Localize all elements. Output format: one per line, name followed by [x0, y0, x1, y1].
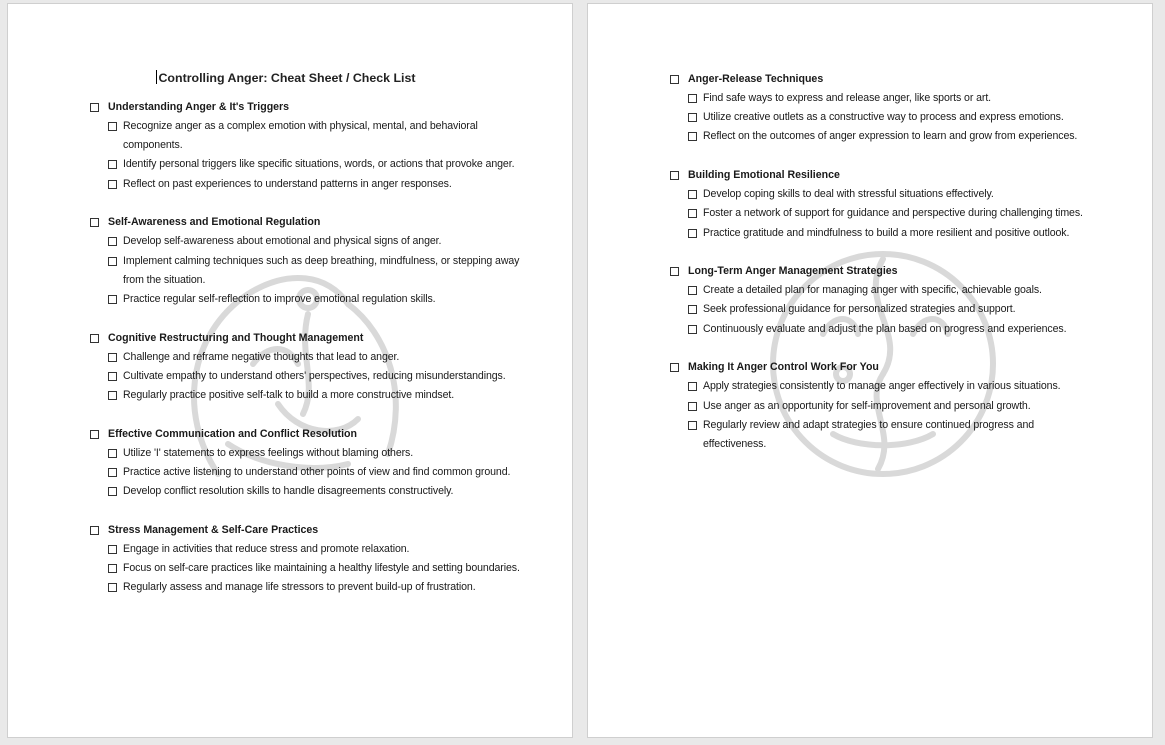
checklist-item — [108, 578, 530, 597]
checkbox-icon[interactable] — [108, 391, 117, 400]
checklist-item-text: Practice gratitude and mindfulness to build a more resilient and positive outlook. — [703, 226, 1070, 239]
section-heading — [670, 262, 1090, 281]
checkbox-icon[interactable] — [108, 160, 117, 169]
checklist-item — [108, 444, 530, 463]
checklist-item — [688, 320, 1090, 339]
checklist-item — [108, 463, 530, 482]
checklist-item-text: Regularly practice positive self-talk to build a more constructive mindset. — [123, 389, 455, 402]
checklist-item-text: Seek professional guidance for personalized strategies and support. — [703, 303, 1016, 316]
section-heading-text: Building Emotional Resilience — [688, 169, 840, 182]
checklist-item — [688, 224, 1090, 243]
checklist-section — [90, 521, 530, 598]
section-heading — [90, 521, 530, 540]
checklist-item-text: Practice regular self-reflection to improve emotional regulation skills. — [123, 292, 436, 305]
checklist-item — [108, 482, 530, 501]
section-heading — [90, 213, 530, 232]
checklist-item-text: Focus on self-care practices like maintaining a healthy lifestyle and setting boundaries. — [123, 562, 520, 575]
checkbox-icon[interactable] — [108, 237, 117, 246]
checklist-item — [688, 281, 1090, 300]
checklist-item-text: Utilize 'I' statements to express feelings without blaming others. — [123, 446, 414, 459]
checkbox-icon[interactable] — [670, 363, 679, 372]
checkbox-icon[interactable] — [108, 449, 117, 458]
checklist-item — [108, 559, 530, 578]
checklist-item-text: Challenge and reframe negative thoughts that lead to anger. — [123, 350, 400, 363]
checklist-item — [108, 348, 530, 367]
checklist-item — [688, 185, 1090, 204]
checkbox-icon[interactable] — [108, 353, 117, 362]
document-page-2 — [587, 3, 1153, 738]
checklist-item — [688, 300, 1090, 319]
checkbox-icon[interactable] — [108, 122, 117, 131]
section-heading-text: Understanding Anger & It's Triggers — [108, 101, 290, 113]
checklist-item — [108, 386, 530, 405]
checklist-item — [108, 540, 530, 559]
checklist-item-text: Develop conflict resolution skills to handle disagreements constructively. — [123, 485, 454, 498]
checklist-item-text: Foster a network of support for guidance and perspective during challenging times. — [703, 207, 1083, 220]
checklist-item-text: Develop coping skills to deal with stressful situations effectively. — [703, 188, 994, 201]
checkbox-icon[interactable] — [670, 75, 679, 84]
checkbox-icon[interactable] — [688, 382, 697, 391]
checklist-item-text: Find safe ways to express and release anger, like sports or art. — [703, 92, 992, 104]
checklist-item — [688, 204, 1090, 223]
checklist-section — [90, 213, 530, 309]
section-heading-text: Making It Anger Control Work For You — [688, 361, 879, 374]
checklist-section — [90, 98, 530, 194]
checklist-section — [90, 425, 530, 502]
checklist-item-text: Regularly assess and manage life stressors to prevent build-up of frustration. — [123, 581, 476, 594]
checkbox-icon[interactable] — [688, 421, 697, 430]
checklist-item-text: Identify personal triggers like specific situations, words, or actions that provoke anger. — [123, 158, 515, 171]
section-heading-text: Cognitive Restructuring and Thought Management — [108, 331, 364, 344]
checklist-item-text: Apply strategies consistently to manage anger effectively in various situations. — [703, 380, 1061, 393]
checkbox-icon[interactable] — [90, 526, 99, 535]
checklist-item — [108, 232, 530, 251]
checklist-item-text: Continuously evaluate and adjust the plan based on progress and experiences. — [703, 322, 1067, 335]
section-heading — [670, 70, 1090, 89]
section-heading — [90, 329, 530, 348]
checklist-item-text: Utilize creative outlets as a constructive way to process and express emotions. — [703, 111, 1064, 124]
checkbox-icon[interactable] — [108, 257, 117, 266]
checklist-item — [108, 175, 530, 194]
checkbox-icon[interactable] — [688, 229, 697, 238]
checklist-item-text: Regularly review and adapt strategies to ensure continued progress and effectiveness. — [703, 418, 1035, 450]
checklist-item — [688, 416, 1090, 454]
section-heading-text: Long-Term Anger Management Strategies — [688, 265, 898, 278]
checkbox-icon[interactable] — [108, 487, 117, 496]
section-heading-text: Stress Management & Self-Care Practices — [108, 523, 319, 536]
checkbox-icon[interactable] — [688, 402, 697, 411]
checkbox-icon[interactable] — [108, 545, 117, 554]
checklist-item — [108, 367, 530, 386]
section-heading — [90, 425, 530, 444]
checklist-section — [670, 166, 1090, 243]
checkbox-icon[interactable] — [688, 94, 697, 103]
checklist-item-text: Reflect on past experiences to understand patterns in anger responses. — [123, 177, 452, 190]
checklist-item-text: Reflect on the outcomes of anger expression to learn and grow from experiences. — [703, 130, 1078, 143]
checklist-item — [688, 377, 1090, 396]
checklist-item-text: Cultivate empathy to understand others' perspectives, reducing misunderstandings. — [123, 369, 506, 382]
document-title-text: Controlling Anger: Cheat Sheet / Check List — [158, 71, 416, 85]
checklist-item — [108, 155, 530, 174]
checklist-item — [688, 397, 1090, 416]
checkbox-icon[interactable] — [108, 468, 117, 477]
checkbox-icon[interactable] — [108, 583, 117, 592]
checklist-item — [688, 89, 1090, 108]
checkbox-icon[interactable] — [688, 132, 697, 141]
section-heading — [670, 358, 1090, 377]
checkbox-icon[interactable] — [108, 564, 117, 573]
checkbox-icon[interactable] — [688, 113, 697, 122]
checkbox-icon[interactable] — [90, 334, 99, 343]
checkbox-icon[interactable] — [688, 209, 697, 218]
checkbox-icon[interactable] — [670, 171, 679, 180]
document-title — [8, 70, 572, 85]
checkbox-icon[interactable] — [108, 372, 117, 381]
checklist-item — [688, 108, 1090, 127]
checkbox-icon[interactable] — [90, 218, 99, 227]
checkbox-icon[interactable] — [688, 305, 697, 314]
checklist-item — [108, 290, 530, 309]
checklist-section — [90, 329, 530, 406]
checklist-item-text: Create a detailed plan for managing anger with specific, achievable goals. — [703, 284, 1042, 297]
section-heading-text: Effective Communication and Conflict Resolution — [108, 427, 357, 440]
checkbox-icon[interactable] — [90, 103, 99, 112]
checkbox-icon[interactable] — [688, 286, 697, 295]
checkbox-icon[interactable] — [108, 295, 117, 304]
left-checklist — [90, 98, 530, 617]
document-page-1 — [7, 3, 573, 738]
checklist-item-text: Develop self-awareness about emotional and physical signs of anger. — [123, 235, 442, 248]
checklist-item — [108, 252, 530, 290]
section-heading — [90, 98, 530, 117]
checklist-section — [670, 70, 1090, 147]
checklist-item-text: Recognize anger as a complex emotion with physical, mental, and behavioral components. — [123, 120, 478, 152]
section-heading-text: Self-Awareness and Emotional Regulation — [108, 216, 321, 229]
section-heading-text: Anger-Release Techniques — [688, 73, 824, 85]
checkbox-icon[interactable] — [108, 180, 117, 189]
checklist-item-text: Implement calming techniques such as deep breathing, mindfulness, or stepping away from the situation. — [123, 254, 520, 286]
checklist-item-text: Use anger as an opportunity for self-improvement and personal growth. — [703, 399, 1031, 412]
checklist-item-text: Engage in activities that reduce stress and promote relaxation. — [123, 542, 410, 555]
checkbox-icon[interactable] — [688, 190, 697, 199]
checklist-item — [108, 117, 530, 155]
checkbox-icon[interactable] — [670, 267, 679, 276]
checkbox-icon[interactable] — [90, 430, 99, 439]
checklist-section — [670, 358, 1090, 454]
right-checklist — [670, 70, 1090, 474]
checklist-section — [670, 262, 1090, 339]
section-heading — [670, 166, 1090, 185]
checkbox-icon[interactable] — [688, 325, 697, 334]
checklist-item-text: Practice active listening to understand other points of view and find common ground. — [123, 465, 511, 478]
checklist-item — [688, 127, 1090, 146]
